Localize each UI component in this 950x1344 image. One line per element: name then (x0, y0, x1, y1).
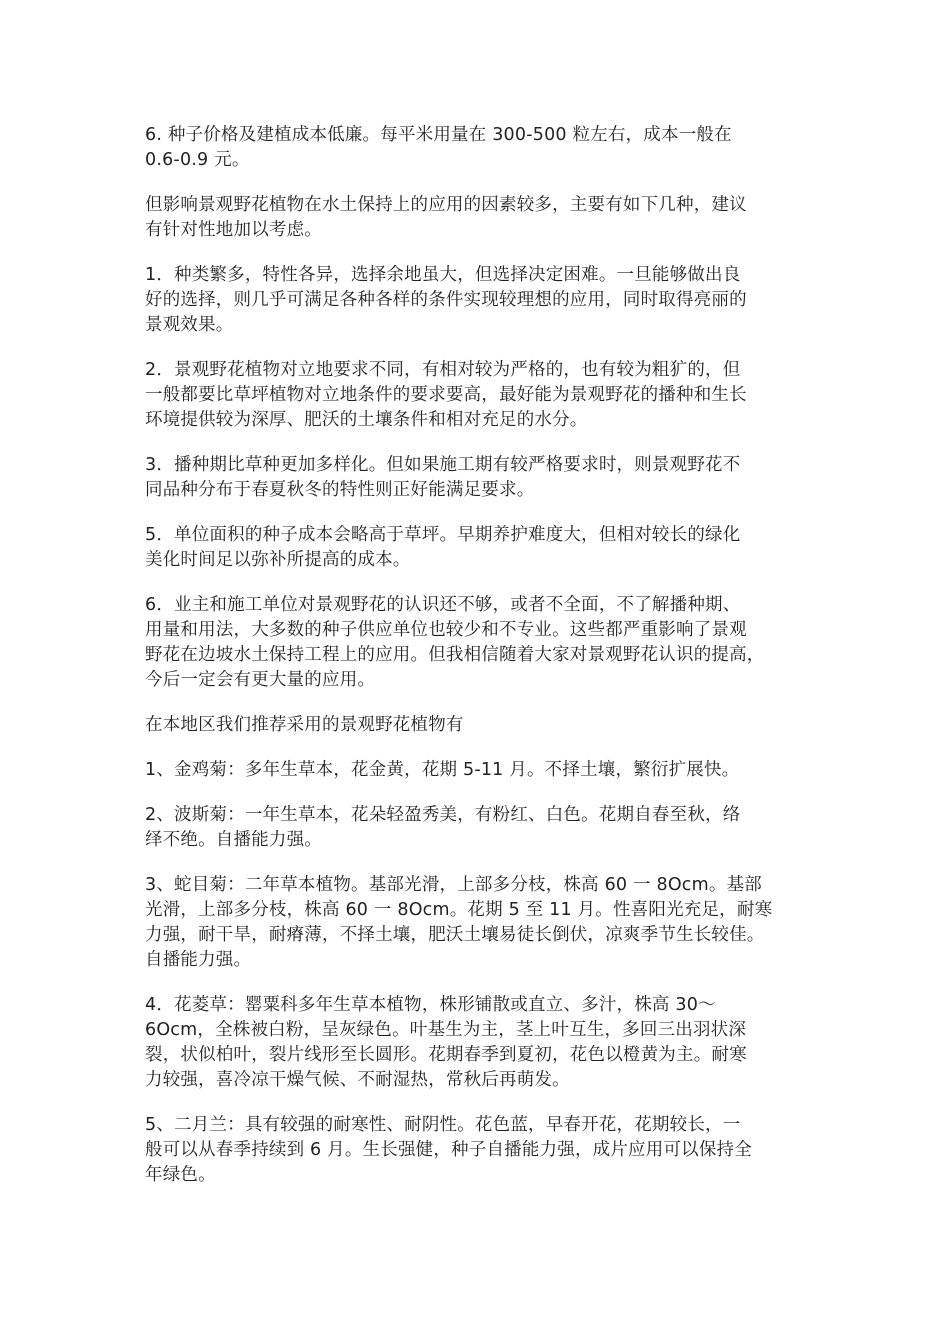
paragraph-factors-intro: 但影响景观野花植物在水土保持上的应用的因素较多，主要有如下几种，建议 有针对性地加以考虑。 (145, 195, 747, 240)
paragraph-factor-1: 1．种类繁多，特性各异，选择余地虽大，但选择决定困难。一旦能够做出良 好的选择，则几乎可满足各种各样的条件实现较理想的应用，同时取得亮丽的 景观效果。 (145, 265, 747, 335)
paragraph-factor-5: 5．单位面积的种子成本会略高于草坪。早期养护难度大，但相对较长的绿化 美化时间足以弥补所提高的成本。 (145, 525, 741, 570)
paragraph-plant-orychophragmus: 5、二月兰：具有较强的耐寒性、耐阴性。花色蓝，早春开花，花期较长，一 般可以从春季持续到 6 月。生长强健，种子自播能力强，成片应用可以保持全 年绿色。 (145, 1115, 752, 1185)
paragraph-plant-coreopsis: 1、金鸡菊：多年生草本，花金黄，花期 5-11 月。不择土壤，繁衍扩展快。 (145, 760, 740, 780)
paragraph-plant-tickseed: 3、蛇目菊：二年草本植物。基部光滑，上部多分枝，株高 60 一 8Ocm。基部 光滑，上部多分枝，株高 60 一 8Ocm。花期 5 至 11 月。性喜阳光充足，耐寒 力强，耐干旱，耐瘠薄，不择土壤，肥沃土壤易徒长倒伏，凉爽季节生长较佳。 自播能力强。 (145, 875, 773, 970)
paragraph-factor-3: 3．播种期比草种更加多样化。但如果施工期有较严格要求时，则景观野花不 同品种分布于春夏秋冬的特性则正好能满足要求。 (145, 455, 741, 500)
document-body (145, 123, 809, 1208)
paragraph-plant-poppy: 4．花菱草：罂粟科多年生草本植物，株形铺散或直立、多汁，株高 30～ 6Ocm，全株被白粉，呈灰绿色。叶基生为主，茎上叶互生，多回三出羽状深 裂，状似柏叶，裂片线形至长圆形。花期春季到夏初，花色以橙黄为主。耐寒 力较强，喜冷凉干燥气候、不耐湿热，常秋后再萌发。 (145, 995, 747, 1090)
paragraph-factor-2: 2．景观野花植物对立地要求不同，有相对较为严格的，也有较为粗犷的，但 一般都要比草坪植物对立地条件的要求要高，最好能为景观野花的播种和生长 环境提供较为深厚、肥沃的土壤条件和相对充足的水分。 (145, 360, 747, 430)
paragraph-factor-6: 6．业主和施工单位对景观野花的认识还不够，或者不全面，不了解播种期、 用量和用法，大多数的种子供应单位也较少和不专业。这些都严重影响了景观 野花在边坡水土保持工程上的应用。但我相信随着大家对景观野花认识的提高， 今后一定会有更大量的应用。 (145, 595, 765, 690)
paragraph-recommend-intro: 在本地区我们推荐采用的景观野花植物有 (145, 715, 464, 735)
paragraph-seed-cost: 6. 种子价格及建植成本低廉。每平米用量在 300-500 粒左右，成本一般在 0.6-0.9 元。 (145, 125, 732, 170)
paragraph-plant-cosmos: 2、波斯菊：一年生草本，花朵轻盈秀美，有粉红、白色。花期自春至秋，络 绎不绝。自播能力强。 (145, 805, 741, 850)
